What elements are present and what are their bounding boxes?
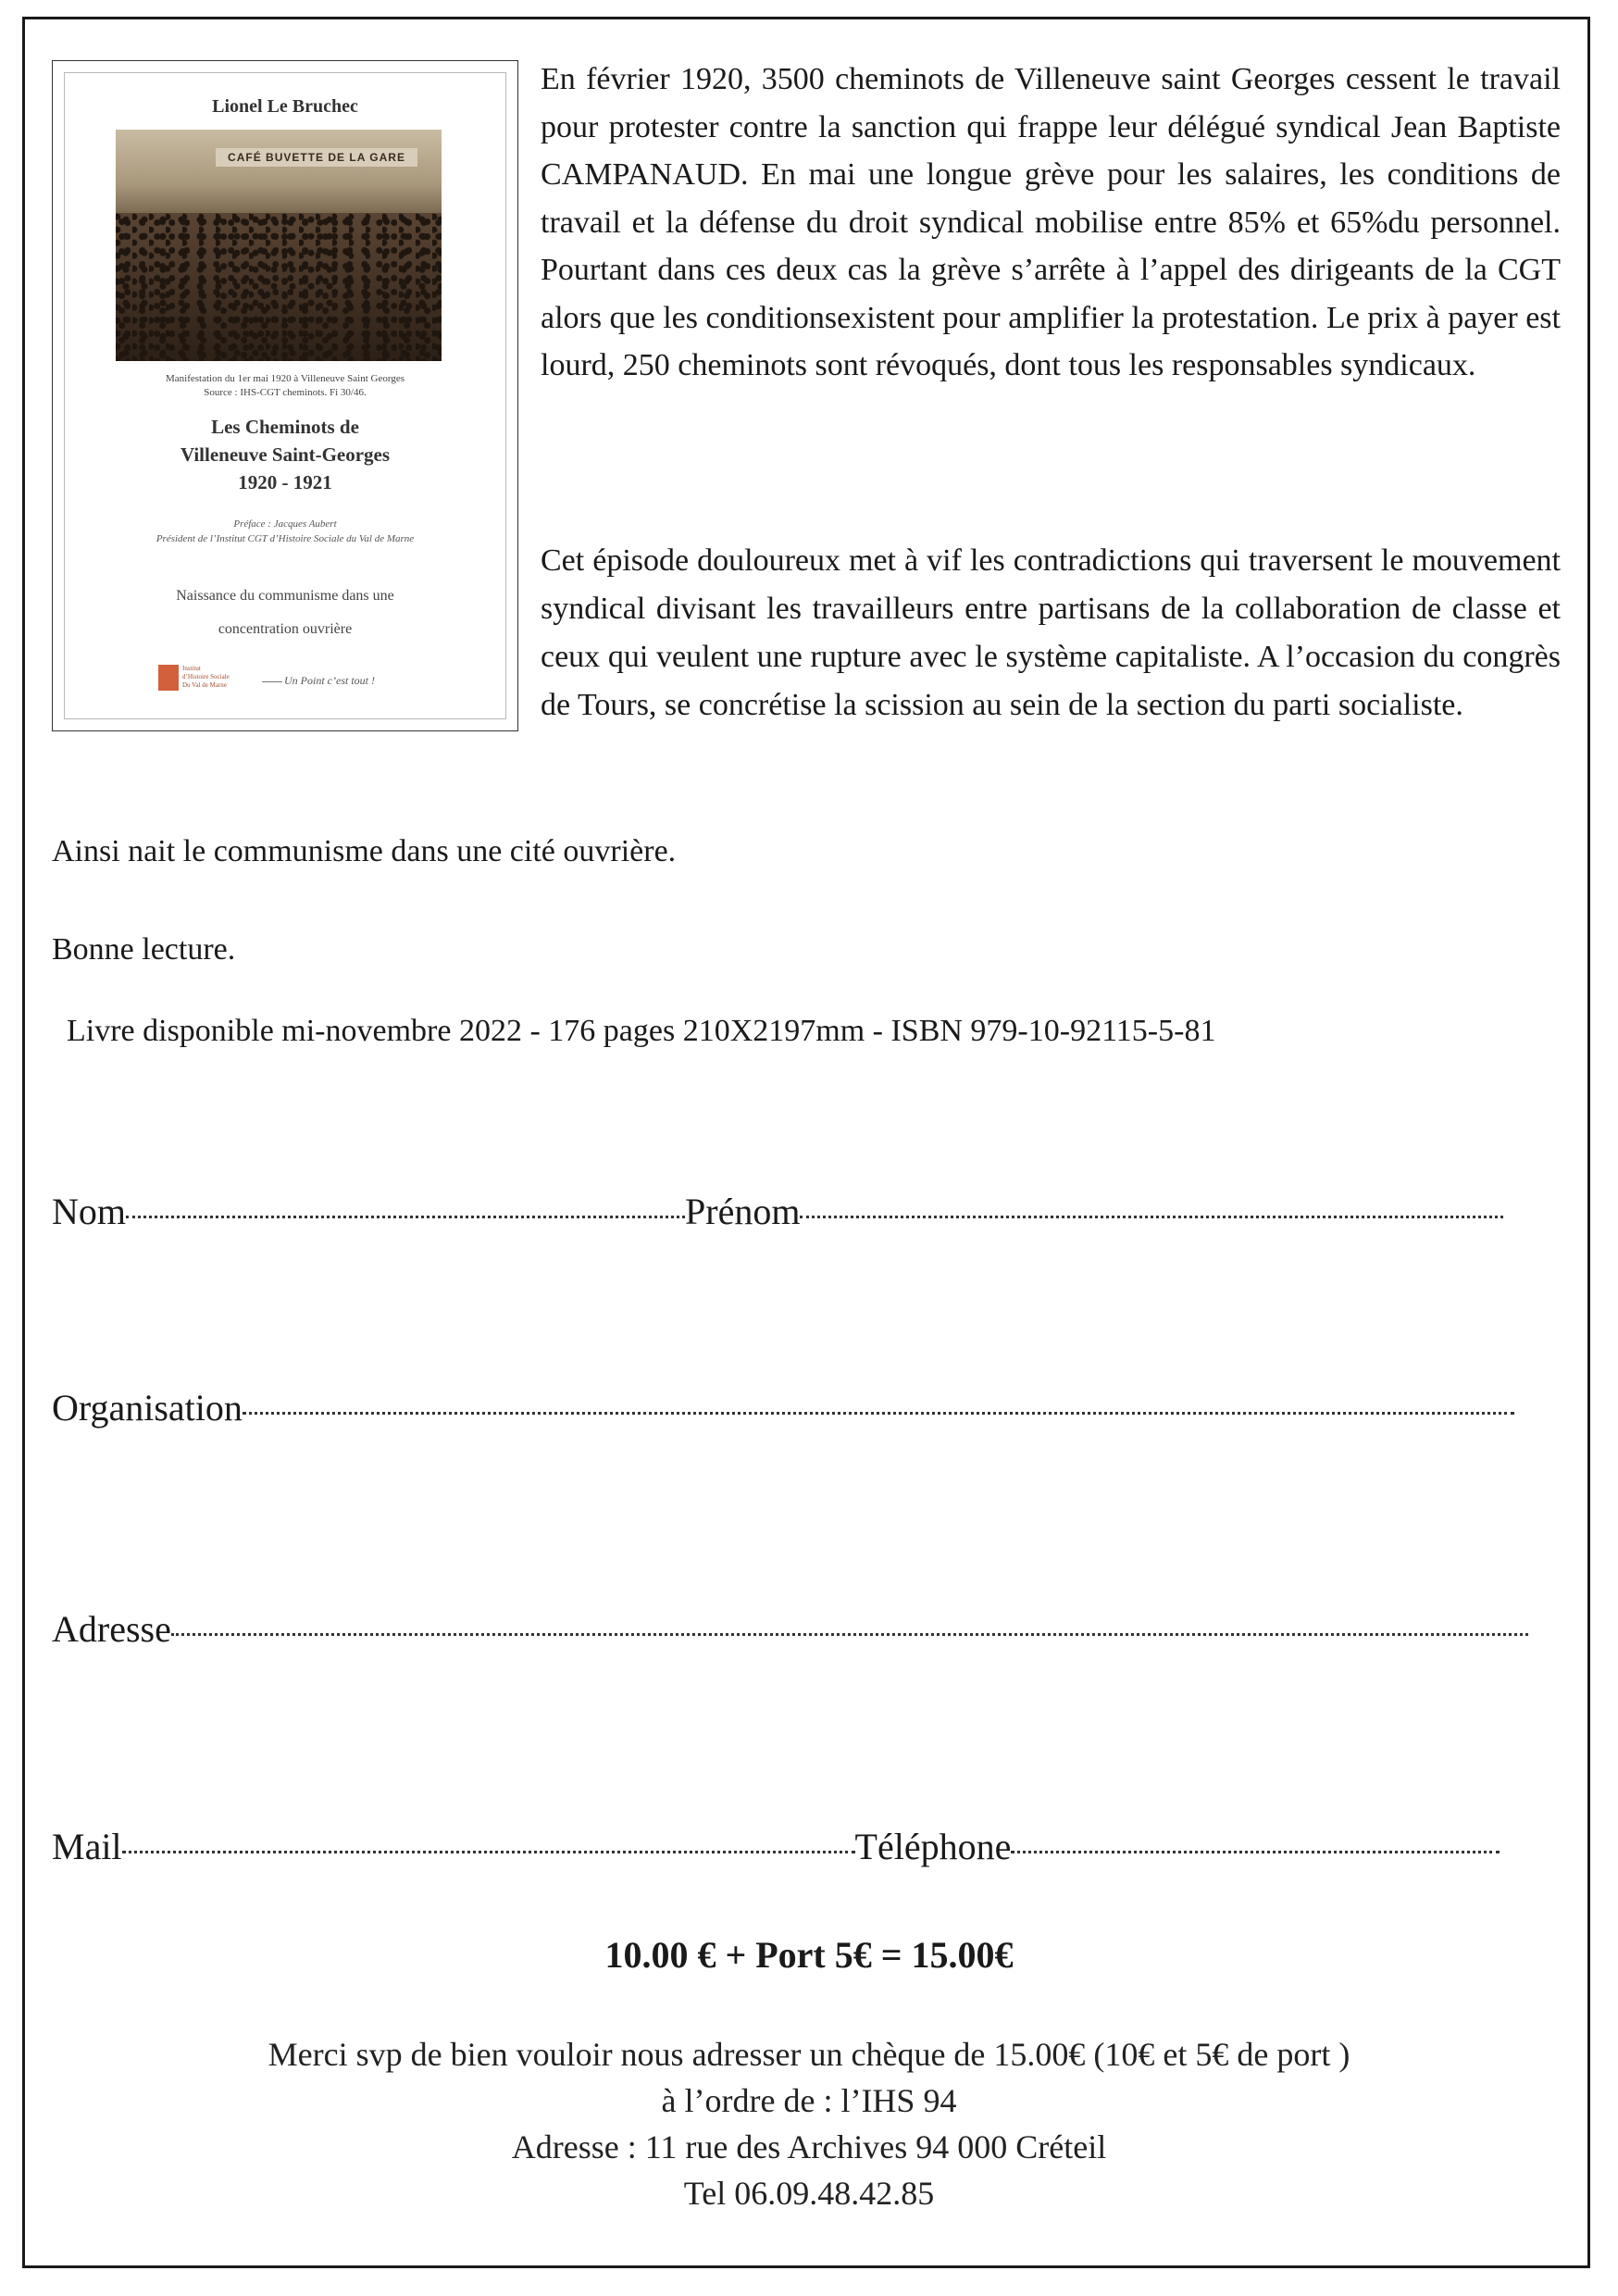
logo-line: Du Val de Marne xyxy=(182,681,227,689)
adresse-row xyxy=(52,1606,1528,1653)
mail-label: Mail xyxy=(52,1826,122,1867)
organisation-field[interactable] xyxy=(243,1411,1514,1415)
cover-author: Lionel Le Bruchec xyxy=(212,96,358,117)
logo-line: Institut xyxy=(182,665,201,672)
cover-photo xyxy=(116,130,442,361)
cheque-instruction: Merci svp de bien vouloir nous adresser un chèque de 15.00€ (10€ et 5€ de port ) xyxy=(268,2036,1350,2073)
preface-author: Préface : Jacques Aubert xyxy=(233,518,337,530)
payee: à l’ordre de : l’IHS 94 xyxy=(661,2082,957,2119)
cover-title-line: Villeneuve Saint-Georges xyxy=(180,443,391,466)
telephone-label: Téléphone xyxy=(854,1826,1012,1867)
cover-title-line: Les Cheminots de xyxy=(211,416,359,438)
adresse-field[interactable] xyxy=(171,1632,1528,1636)
book-cover xyxy=(52,60,518,731)
telephone-field[interactable] xyxy=(1011,1850,1500,1853)
mail-field[interactable] xyxy=(122,1850,855,1853)
cover-slogan: Un Point c’est tout ! xyxy=(284,674,375,687)
payment-instructions xyxy=(0,2031,1618,2216)
bonne-lecture: Bonne lecture. xyxy=(52,932,236,967)
subtitle-line: Naissance du communisme dans une xyxy=(176,588,394,604)
photo-crowd xyxy=(116,213,442,361)
slogan-divider xyxy=(262,681,282,682)
photo-sign: CAFÉ BUVETTE DE LA GARE xyxy=(216,148,417,167)
adresse-label: Adresse xyxy=(52,1608,171,1650)
phone-number: Tel 06.09.48.42.85 xyxy=(683,2175,935,2212)
episode-paragraph: Cet épisode douloureux met à vif les contradictions qui traversent le mouvement syndical divisant les travailleurs entre partisans de la collaboration de classe et ceux qui veulent une rupture avec le système capitaliste. A l’occasion du congrès de Tours, se concrétise la scission au sein de la section du parti socialiste. xyxy=(541,543,1561,722)
organisation-row xyxy=(52,1385,1514,1431)
cover-title-years: 1920 - 1921 xyxy=(238,471,332,493)
book-info: Livre disponible mi-novembre 2022 - 176 pages 210X2197mm - ISBN 979-10-92115-5-81 xyxy=(67,1014,1216,1048)
ihs-logo-icon xyxy=(158,665,179,691)
ainsi-paragraph: Ainsi nait le communisme dans une cité ouvrière. xyxy=(52,834,677,868)
price-line: 10.00 € + Port 5€ = 15.00€ xyxy=(604,1934,1014,1976)
caption-source: Source : IHS-CGT cheminots. Fi 30/46. xyxy=(204,387,367,398)
nom-prenom-row xyxy=(52,1189,1503,1235)
cover-preface xyxy=(53,517,517,546)
caption-line: Manifestation du 1er mai 1920 à Villeneuve Saint Georges xyxy=(166,373,404,384)
cover-subtitle xyxy=(53,580,517,646)
cover-caption xyxy=(53,372,517,400)
ihs-logo-text xyxy=(182,665,230,690)
cover-title xyxy=(53,413,517,496)
prenom-field[interactable] xyxy=(800,1215,1503,1218)
intro-paragraph: En février 1920, 3500 cheminots de Villeneuve saint Georges cessent le travail pour protester contre la sanction qui frappe leur délégué syndical Jean Baptiste CAMPANAUD. En mai une longue grève pour les salaires, les conditions de travail et la défense du droit syndical mobilise entre 85% et 65%du personnel. Pourtant dans ces deux cas la grève s’arrête à l’appel des dirigeants de la CGT alors que les conditionsexistent pour amplifier la protestation. Le prix à payer est lourd, 250 cheminots sont révoqués, dont tous les responsables syndicaux. xyxy=(541,62,1561,382)
nom-label: Nom xyxy=(52,1191,126,1232)
organisation-label: Organisation xyxy=(52,1387,243,1429)
nom-field[interactable] xyxy=(126,1215,685,1218)
mail-telephone-row xyxy=(52,1824,1500,1870)
photo-facade xyxy=(116,130,442,222)
prenom-label: Prénom xyxy=(685,1191,801,1232)
postal-address: Adresse : 11 rue des Archives 94 000 Créteil xyxy=(511,2128,1107,2165)
logo-line: d’Histoire Sociale xyxy=(182,673,230,680)
subtitle-line: concentration ouvrière xyxy=(218,621,353,637)
preface-role: Président de l’Institut CGT d’Histoire Sociale du Val de Marne xyxy=(156,533,415,544)
